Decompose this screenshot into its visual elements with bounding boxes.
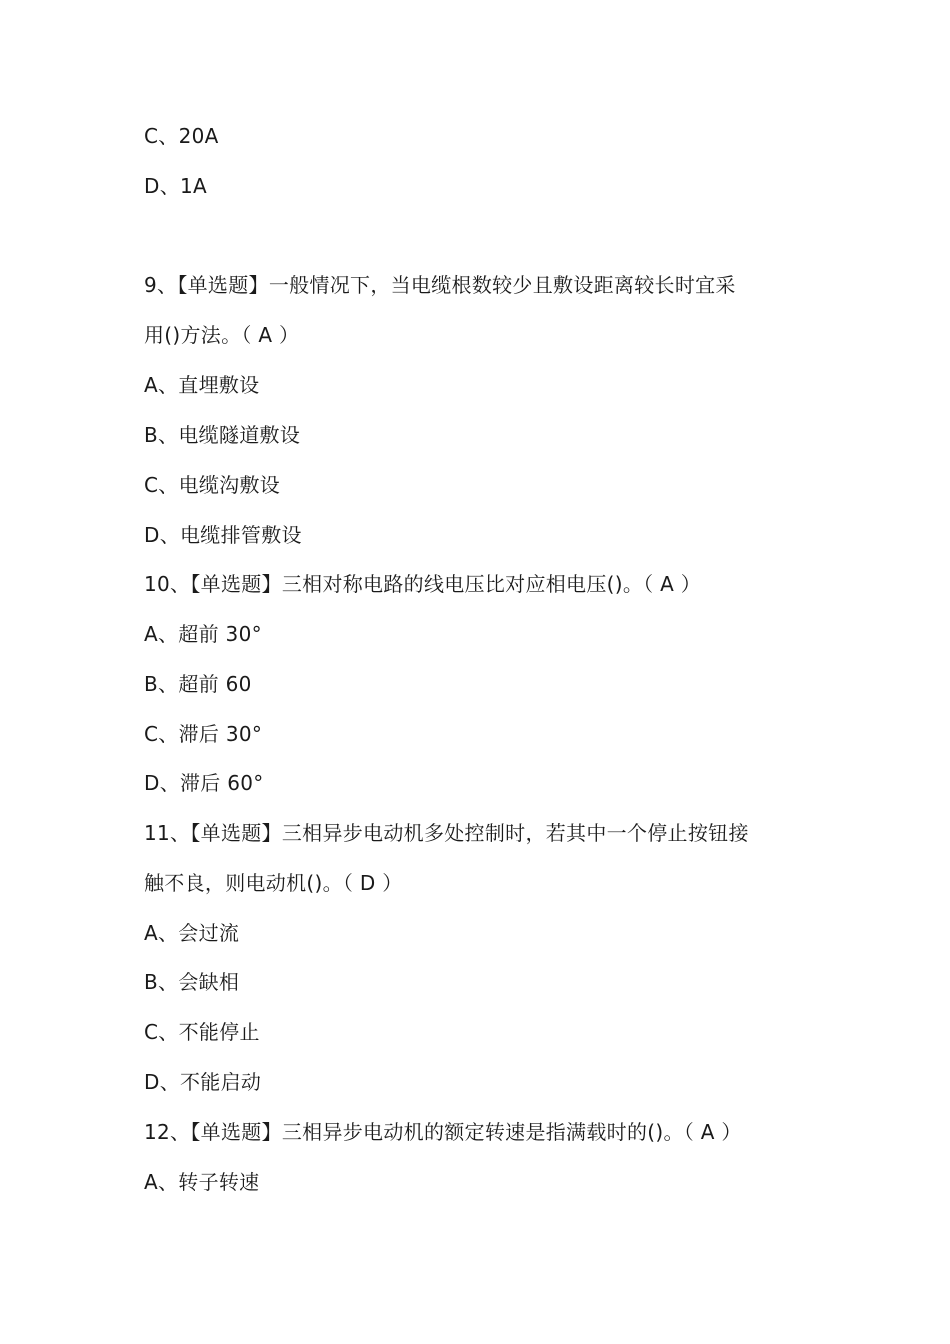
option-line: B、会缺相 xyxy=(144,970,240,994)
option-line: A、转子转速 xyxy=(144,1170,260,1194)
option-line: D、不能启动 xyxy=(144,1070,262,1094)
option-line: A、直埋敷设 xyxy=(144,373,260,397)
question-line: 用()方法。（ A ） xyxy=(144,323,300,347)
option-line: D、1A xyxy=(144,174,208,198)
option-line: C、20A xyxy=(144,124,219,148)
option-line: C、不能停止 xyxy=(144,1020,260,1044)
question-line: 10、【单选题】三相对称电路的线电压比对应相电压()。（ A ） xyxy=(144,572,702,596)
question-line: 12、【单选题】三相异步电动机的额定转速是指满载时的()。（ A ） xyxy=(144,1120,742,1144)
option-line: D、滞后 60° xyxy=(144,771,264,795)
question-line: 11、【单选题】三相异步电动机多处控制时，若其中一个停止按钮接 xyxy=(144,821,749,845)
option-line: C、电缆沟敷设 xyxy=(144,473,281,497)
option-line: B、电缆隧道敷设 xyxy=(144,423,301,447)
question-line: 触不良，则电动机()。（ D ） xyxy=(144,871,403,895)
option-line: A、超前 30° xyxy=(144,622,262,646)
option-line: C、滞后 30° xyxy=(144,722,263,746)
question-line: 9、【单选题】一般情况下，当电缆根数较少且敷设距离较长时宜采 xyxy=(144,273,736,297)
option-line: D、电缆排管敷设 xyxy=(144,523,302,547)
option-line: A、会过流 xyxy=(144,921,240,945)
option-line: B、超前 60 xyxy=(144,672,252,696)
